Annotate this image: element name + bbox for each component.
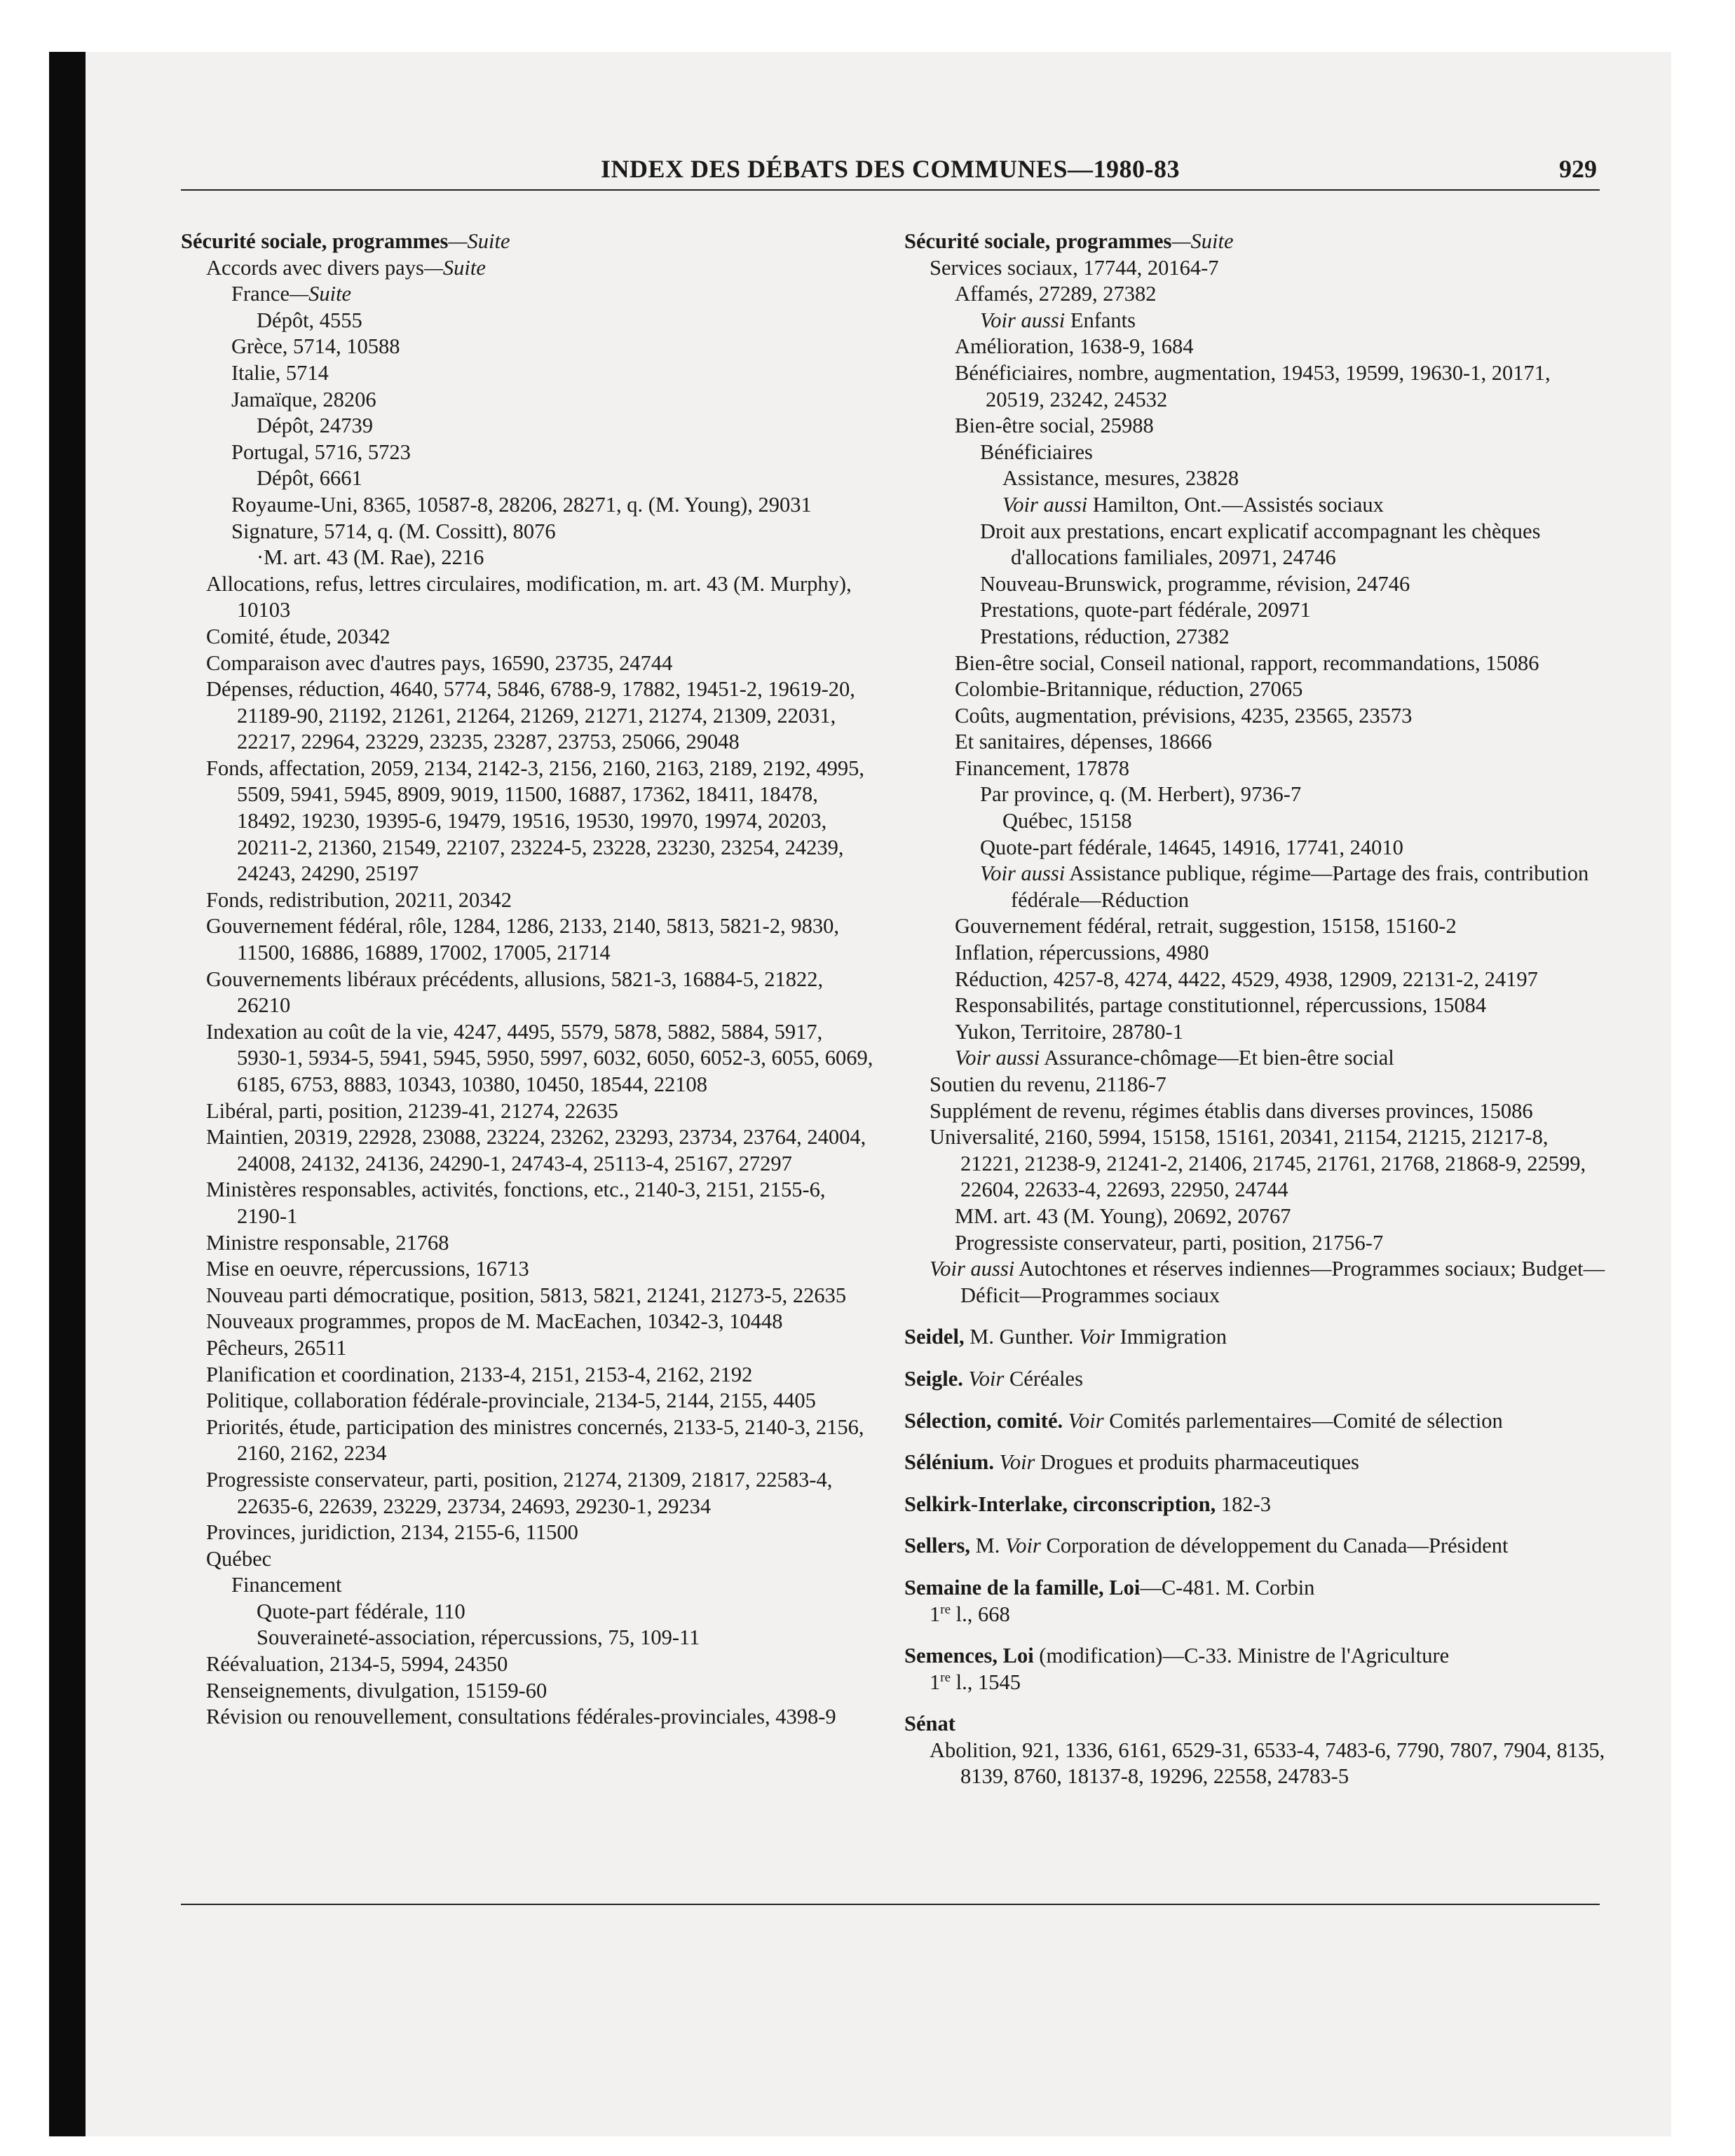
entry-tail: Drogues et produits pharmaceutiques [1035,1450,1359,1475]
index-entry [206,624,875,650]
entry-text: Financement [231,1573,342,1597]
index-entry [904,1449,1605,1476]
index-entry [206,1704,875,1731]
index-entry [980,439,1605,466]
entry-text: Souveraineté-association, répercussions, 75, 109-11 [257,1625,700,1650]
index-entry [206,756,875,887]
entry-text: Bénéficiaires, nombre, augmentation, 19453, 19599, 19630-1, 20171, 20519, 23242, 24532 [955,360,1551,411]
index-entry [206,676,875,756]
index-entry [206,650,875,677]
entry-text: Soutien du revenu, 21186-7 [930,1072,1166,1096]
entry-text: Gouvernements libéraux précédents, allusions, 5821-3, 16884-5, 21822, 26210 [206,967,824,1018]
entry-italic: Voir [999,1450,1035,1475]
index-entry [206,1362,875,1389]
entry-italic: Voir [968,1366,1005,1391]
entry-text: Bien-être social, 25988 [955,414,1154,438]
entry-text: Comparaison avec d'autres pays, 16590, 23735, 24744 [206,650,673,675]
index-entry [206,1388,875,1414]
index-entry [955,967,1605,993]
index-entry [206,967,875,1019]
index-entry [257,308,875,334]
see-also-label: Voir aussi [1002,492,1088,517]
index-entry [955,756,1605,782]
entry-text: Enfants [1065,308,1136,332]
index-entry [955,650,1605,677]
index-entry [980,861,1605,913]
index-entry [257,545,875,571]
index-entry [955,676,1605,703]
header-rule [181,189,1600,191]
index-entry [930,1072,1605,1098]
entry-text: Ministères responsables, activités, fonctions, etc., 2140-3, 2151, 2155-6, 2190-1 [206,1178,826,1228]
entry-text: Hamilton, Ont.—Assistés sociaux [1087,492,1384,517]
index-entry [206,1651,875,1678]
index-entry [1002,808,1605,835]
entry-text: Fonds, affectation, 2059, 2134, 2142-3, 2156, 2160, 2163, 2189, 2192, 4995, 5509, 5941, 5945, 8909, 9019, 11500, 16887, 17362, 18411, 18478, 18492, 19230, 19395-6, 19479, 19516, 19530, 19970, 19974, 20203, 20211-2, 21360, 21549, 22107, 23224-5, 23228, 23230, 23254, 24239, 24243, 24290, 25197 [206,756,864,886]
entry-text: ·M. art. 43 (M. Rae), 2216 [257,545,484,570]
entry-tail: Corporation de développement du Canada—Président [1040,1534,1509,1558]
index-entry [955,913,1605,940]
index-column-left [181,228,875,1731]
entry-italic: —Suite [289,282,352,306]
entry-text: Jamaïque, 28206 [231,387,376,411]
index-entry [930,1670,1605,1696]
entry-text: Fonds, redistribution, 20211, 20342 [206,887,512,912]
entry-text: Quote-part fédérale, 14645, 14916, 17741, 24010 [980,835,1403,859]
entry-text: Assistance, mesures, 23828 [1002,466,1239,491]
index-entry [930,255,1605,282]
entry-text: Provinces, juridiction, 2134, 2155-6, 11500 [206,1520,578,1545]
entry-text: Droit aux prestations, encart explicatif accompagnant les chèques d'allocations familiales, 20971, 24746 [980,519,1541,570]
entry-text: 1 [930,1602,941,1626]
index-entry [206,255,875,282]
entry-text: Quote-part fédérale, 110 [257,1599,465,1623]
entry-text: Révision ou renouvellement, consultations fédérales-provinciales, 4398-9 [206,1705,836,1729]
entry-text: Indexation au coût de la vie, 4247, 4495, 5579, 5878, 5882, 5884, 5917, 5930-1, 5934-5, 5941, 5945, 5950, 5997, 6032, 6050, 6052-3, 6055, 6069, 6185, 6753, 8883, 10343, 10380, 10450, 18544, 22108 [206,1019,873,1096]
index-entry [206,1467,875,1520]
index-entry [955,1019,1605,1046]
index-entry [955,1045,1605,1072]
entry-text: Affamés, 27289, 27382 [955,282,1157,306]
index-entry [980,519,1605,571]
entry-tail: l., 1545 [951,1670,1021,1694]
entry-text: Libéral, parti, position, 21239-41, 21274, 22635 [206,1098,618,1123]
index-entry [955,1230,1605,1257]
entry-text: Royaume-Uni, 8365, 10587-8, 28206, 28271, q. (M. Young), 29031 [231,492,812,517]
entry-text: Priorités, étude, participation des ministres concernés, 2133-5, 2140-3, 2156, 2160, 2162, 2234 [206,1414,864,1466]
index-entry [955,413,1605,439]
entry-text: M. Gunther. [964,1325,1080,1349]
index-entry [206,1256,875,1283]
entry-italic: —Suite [423,255,486,280]
entry-text: Colombie-Britannique, réduction, 27065 [955,677,1303,702]
entry-text: Réévaluation, 2134-5, 5994, 24350 [206,1652,508,1677]
entry-text: Gouvernement fédéral, retrait, suggestion, 15158, 15160-2 [955,914,1457,939]
index-entry [206,1019,875,1098]
entry-text: Coûts, augmentation, prévisions, 4235, 23565, 23573 [955,703,1413,728]
index-entry [1002,465,1605,492]
entry-heading: Sélénium. [904,1450,994,1475]
see-also-label: Voir aussi [955,1046,1040,1070]
index-entry [257,465,875,492]
index-column-right [904,228,1605,1790]
entry-text: France [231,282,290,306]
entry-text: Progressiste conservateur, parti, position, 21756-7 [955,1230,1384,1255]
entry-text: Services sociaux, 17744, 20164-7 [930,255,1219,280]
entry-text: Nouveau parti démocratique, position, 5813, 5821, 21241, 21273-5, 22635 [206,1283,847,1307]
index-entry [206,571,875,624]
index-entry [904,1643,1605,1670]
entry-text: Nouveaux programmes, propos de M. MacEachen, 10342-3, 10448 [206,1309,783,1334]
entry-text: Responsabilités, partage constitutionnel, répercussions, 15084 [955,993,1487,1018]
entry-text: Dépôt, 6661 [257,466,362,491]
index-entry [206,1124,875,1177]
index-entry [257,413,875,439]
index-entry [206,1177,875,1229]
entry-text: Gouvernement fédéral, rôle, 1284, 1286, 2133, 2140, 5813, 5821-2, 9830, 11500, 16886, 16889, 17002, 17005, 21714 [206,914,839,965]
entry-text: Accords avec divers pays [206,255,424,280]
index-entry [955,281,1605,308]
index-entry [231,439,875,466]
index-entry [206,1335,875,1362]
entry-italic: —Suite [448,229,510,253]
index-entry [206,1283,875,1309]
index-entry [980,835,1605,861]
index-entry [231,334,875,360]
entry-italic: Voir [1068,1408,1104,1433]
entry-heading: Sellers, [904,1534,971,1558]
entry-text: Grèce, 5714, 10588 [231,334,400,359]
entry-tail: Immigration [1114,1325,1227,1349]
entry-text: Prestations, réduction, 27382 [980,624,1230,648]
entry-text: Supplément de revenu, régimes établis dans diverses provinces, 15086 [930,1098,1533,1123]
entry-text: Québec [206,1546,272,1571]
index-entry [904,1492,1605,1518]
index-entry [231,360,875,387]
index-entry [980,624,1605,650]
index-entry [955,992,1605,1019]
index-entry [231,1572,875,1599]
index-entry [955,940,1605,967]
entry-italic: Voir [1005,1534,1041,1558]
index-entry [257,1599,875,1625]
index-entry [206,1520,875,1546]
page-number: 929 [1559,155,1597,183]
entry-text: Dépôt, 24739 [257,414,374,438]
entry-text: Pêcheurs, 26511 [206,1335,347,1360]
index-entry [206,887,875,914]
index-entry [206,1230,875,1257]
entry-tail: l., 668 [951,1602,1010,1626]
index-entry [930,1124,1605,1203]
see-also-label: Voir aussi [980,308,1066,332]
entry-text: Réduction, 4257-8, 4274, 4422, 4529, 4938, 12909, 22131-2, 24197 [955,967,1538,991]
index-entry [930,1602,1605,1628]
index-entry [1002,492,1605,519]
index-entry [955,703,1605,730]
entry-text: Signature, 5714, q. (M. Cossitt), 8076 [231,519,556,543]
index-entry [980,308,1605,334]
index-entry [955,1203,1605,1230]
entry-text: Dépenses, réduction, 4640, 5774, 5846, 6788-9, 17882, 19451-2, 19619-20, 21189-90, 21192, 21261, 21264, 21269, 21271, 21274, 21309, 22031, 22217, 22964, 23229, 23235, 23287, 23753, 25066, 29048 [206,677,855,754]
entry-text: Allocations, refus, lettres circulaires, modification, m. art. 43 (M. Murphy), 10103 [206,571,852,622]
entry-heading: Sécurité sociale, programmes [904,229,1172,253]
index-entry [955,334,1605,360]
entry-text: —C-481. M. Corbin [1140,1575,1315,1599]
index-entry [206,1098,875,1125]
index-entry [904,228,1605,255]
index-entry [206,1309,875,1335]
entry-tail: Comités parlementaires—Comité de sélection [1103,1408,1503,1433]
index-entry [231,492,875,519]
entry-text: Inflation, répercussions, 4980 [955,941,1209,965]
entry-italic: Voir [1079,1325,1115,1349]
entry-text: Bien-être social, Conseil national, rapport, recommandations, 15086 [955,650,1539,675]
entry-heading: Semaine de la famille, Loi [904,1575,1141,1599]
entry-heading: Sélection, comité. [904,1408,1063,1433]
entry-text [1063,1409,1068,1433]
entry-text: Québec, 15158 [1002,809,1132,833]
ordinal-suffix: re [940,1670,951,1685]
header-title: INDEX DES DÉBATS DES COMMUNES—1980-83 [601,155,1180,183]
entry-text: Financement, 17878 [955,756,1130,780]
entry-heading: Sénat [904,1712,955,1736]
entry-text: Par province, q. (M. Herbert), 9736-7 [980,782,1302,807]
index-entry [206,1678,875,1705]
index-entry [904,1324,1605,1351]
entry-text: Dépôt, 4555 [257,308,362,332]
index-entry [930,1738,1605,1790]
entry-heading: Selkirk-Interlake, circonscription, [904,1492,1216,1516]
entry-text: Assistance publique, régime—Partage des frais, contribution fédérale—Réduction [1011,861,1589,912]
entry-text: M. [970,1534,1006,1558]
entry-text: Bénéficiaires [980,439,1093,464]
entry-text [994,1450,1000,1474]
entry-heading: Seigle. [904,1366,963,1391]
see-also-label: Voir aussi [930,1257,1015,1281]
entry-text: Mise en oeuvre, répercussions, 16713 [206,1257,529,1281]
running-header [181,154,1600,193]
index-entry [955,729,1605,756]
index-entry [206,1546,875,1573]
index-entry [904,1366,1605,1393]
entry-text: Prestations, quote-part fédérale, 20971 [980,598,1311,622]
entry-text: Abolition, 921, 1336, 6161, 6529-31, 6533-4, 7483-6, 7790, 7807, 7904, 8135, 8139, 8760, 18137-8, 19296, 22558, 24783-5 [930,1738,1605,1789]
entry-text: Et sanitaires, dépenses, 18666 [955,730,1212,754]
entry-text: Renseignements, divulgation, 15159-60 [206,1678,547,1703]
entry-text: Assurance-chômage—Et bien-être social [1040,1046,1394,1070]
index-entry [904,1575,1605,1602]
index-entry [181,228,875,255]
entry-text: Autochtones et réserves indiennes—Programmes sociaux; Budget—Déficit—Programmes sociaux [960,1257,1605,1307]
entry-text: Ministre responsable, 21768 [206,1230,449,1255]
index-entry [955,360,1605,413]
index-entry [231,519,875,545]
index-entry [904,1408,1605,1435]
index-entry [257,1625,875,1651]
entry-text: Progressiste conservateur, parti, position, 21274, 21309, 21817, 22583-4, 22635-6, 22639, 23229, 23734, 24693, 29230-1, 29234 [206,1467,833,1518]
entry-heading: Semences, Loi [904,1644,1034,1668]
entry-text: (modification)—C-33. Ministre de l'Agriculture [1033,1644,1450,1668]
entry-text [963,1367,969,1391]
see-also-label: Voir aussi [980,861,1066,886]
index-entry [206,913,875,966]
ordinal-suffix: re [940,1602,951,1617]
entry-text: 1 [930,1670,941,1694]
entry-text: Comité, étude, 20342 [206,624,390,648]
entry-tail: Céréales [1004,1366,1083,1391]
entry-text: Amélioration, 1638-9, 1684 [955,334,1194,359]
index-entry [930,1098,1605,1125]
entry-text: 182-3 [1216,1492,1271,1516]
entry-text: Italie, 5714 [231,360,329,385]
entry-italic: —Suite [1171,229,1234,253]
index-entry [231,387,875,414]
index-entry [231,281,875,308]
entry-text: Maintien, 20319, 22928, 23088, 23224, 23262, 23293, 23734, 23764, 24004, 24008, 24132, 24136, 24290-1, 24743-4, 25113-4, 25167, 27297 [206,1125,866,1175]
scan-edge-shadow [49,52,86,2136]
entry-text: Universalité, 2160, 5994, 15158, 15161, 20341, 21154, 21215, 21217-8, 21221, 21238-9, 21241-2, 21406, 21745, 21761, 21768, 21868-9, 22599, 22604, 22633-4, 22693, 22950, 24744 [930,1125,1586,1202]
footer-rule [181,1904,1600,1905]
entry-text: Nouveau-Brunswick, programme, révision, 24746 [980,571,1410,596]
entry-text: MM. art. 43 (M. Young), 20692, 20767 [955,1203,1291,1228]
entry-heading: Sécurité sociale, programmes [181,229,449,253]
entry-text: Planification et coordination, 2133-4, 2151, 2153-4, 2162, 2192 [206,1362,753,1386]
index-entry [980,782,1605,808]
entry-text: Politique, collaboration fédérale-provinciale, 2134-5, 2144, 2155, 4405 [206,1389,816,1413]
index-entry [206,1414,875,1467]
entry-text: Portugal, 5716, 5723 [231,439,411,464]
index-entry [904,1533,1605,1560]
entry-text: Yukon, Territoire, 28780-1 [955,1019,1183,1044]
entry-heading: Seidel, [904,1325,965,1349]
index-entry [930,1256,1605,1309]
index-entry [980,597,1605,624]
index-entry [904,1711,1605,1738]
index-entry [980,571,1605,598]
